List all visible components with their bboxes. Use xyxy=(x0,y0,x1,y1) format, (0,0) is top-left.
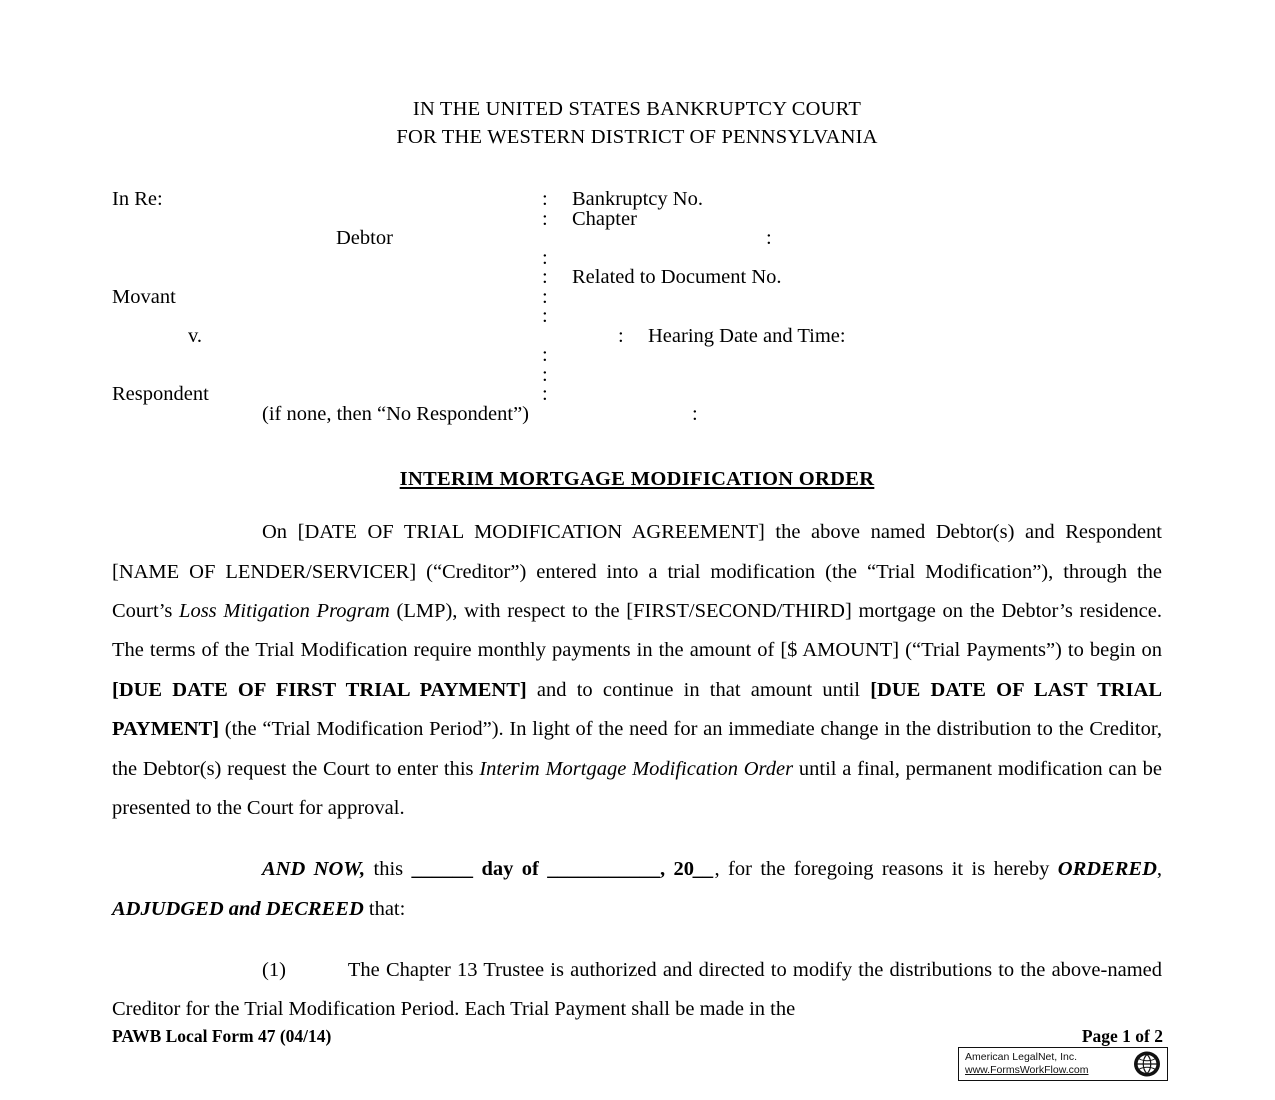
caption-colon: : xyxy=(542,383,548,406)
caption-row xyxy=(112,228,1162,248)
stamp-url[interactable]: www.FormsWorkFlow.com xyxy=(965,1064,1089,1076)
caption-right: Chapter xyxy=(572,207,637,230)
p1-segment-5: and to continue in that amount until xyxy=(526,678,871,701)
p1-last-payment-placeholder: [DUE DATE OF LAST TRIAL PAYMENT] xyxy=(112,678,1163,741)
p2-year-blank: __ xyxy=(694,858,715,881)
caption-colon: : xyxy=(618,324,624,347)
caption-right: Related to Document No. xyxy=(572,266,782,289)
stamp-company: American LegalNet, Inc. xyxy=(965,1050,1078,1063)
p2-segment-9: that: xyxy=(363,897,406,920)
caption-colon: : xyxy=(766,227,772,250)
p2-adjudged-decreed: ADJUDGED and DECREED xyxy=(112,897,364,920)
p1-first-payment-placeholder: [DUE DATE OF FIRST TRIAL PAYMENT] xyxy=(112,678,527,701)
caption-left: Debtor xyxy=(336,227,393,250)
item-1-text: The Chapter 13 Trustee is authorized and directed to modify the distributions to the above-named Creditor for the Trial Modification Period. Each Trial Payment shall be made in the xyxy=(112,958,1162,1021)
caption-left: Movant xyxy=(112,285,176,308)
p1-segment-3: (LMP), with respect to the [FIRST/SECOND/THIRD] mortgage on the Debtor’s residence. The terms of the Trial Modification require monthly payments in the amount of [$ AMOUNT] (“Trial Payments”) to begin on xyxy=(112,600,1162,662)
p2-segment-2: this xyxy=(365,858,412,881)
page-footer xyxy=(112,1026,1163,1047)
caption-colon: : xyxy=(542,188,548,211)
caption-colon: : xyxy=(542,363,548,386)
p1-segment-1: On [DATE OF TRIAL MODIFICATION AGREEMENT] the above named Debtor(s) and Respondent [NAME OF LENDER/SERVICER] (“Creditor”) entered into a trial modification (the “Trial Modification”), through the Court’s xyxy=(112,521,1162,623)
caption-row xyxy=(112,326,1162,346)
caption-row xyxy=(112,287,1162,307)
item-1-number: (1) xyxy=(262,958,286,981)
caption-colon: : xyxy=(542,285,548,308)
caption-colon: : xyxy=(542,246,548,269)
paragraph-recitals xyxy=(112,513,1162,828)
caption-right: Bankruptcy No. xyxy=(572,188,703,211)
document-content xyxy=(112,0,1162,1050)
p1-program-name: Loss Mitigation Program xyxy=(179,600,390,623)
caption-colon: : xyxy=(542,305,548,328)
court-heading-line-2: FOR THE WESTERN DISTRICT OF PENNSYLVANIA xyxy=(396,125,878,148)
p2-and-now: AND NOW, xyxy=(262,858,366,881)
p2-date-blanks: ______ day of ___________, 20 xyxy=(411,858,694,881)
caption-row xyxy=(112,248,1162,268)
caption-left: Respondent xyxy=(112,383,209,406)
form-identifier: PAWB Local Form 47 (04/14) xyxy=(112,1026,332,1046)
caption-colon: : xyxy=(542,266,548,289)
paragraph-and-now xyxy=(112,850,1162,929)
caption-row xyxy=(112,306,1162,326)
caption-colon: : xyxy=(542,344,548,367)
court-heading xyxy=(112,96,1162,151)
stamp-text xyxy=(959,1051,1127,1077)
p2-segment-7: , xyxy=(1156,858,1162,881)
court-heading-line-1: IN THE UNITED STATES BANKRUPTCY COURT xyxy=(412,98,862,120)
caption-colon: : xyxy=(692,402,698,425)
p1-order-name: Interim Mortgage Modification Order xyxy=(479,757,794,780)
caption-right: Hearing Date and Time: xyxy=(648,324,846,347)
p2-ordered: ORDERED xyxy=(1057,858,1157,881)
globe-icon xyxy=(1127,1048,1167,1080)
caption-row xyxy=(112,189,1162,209)
paragraph-item-1 xyxy=(112,951,1162,1030)
caption-colon: : xyxy=(542,207,548,230)
caption-row xyxy=(112,267,1162,287)
caption-row xyxy=(112,384,1162,404)
document-title: INTERIM MORTGAGE MODIFICATION ORDER xyxy=(399,468,875,491)
caption-row xyxy=(112,209,1162,229)
p1-segment-9: until a final, permanent modification can be presented to the Court for approval. xyxy=(112,757,1163,819)
page-number: Page 1 of 2 xyxy=(1081,1026,1163,1046)
caption-row xyxy=(112,345,1162,365)
case-caption xyxy=(112,189,1162,423)
p1-segment-7: (the “Trial Modification Period”). In light of the need for an immediate change in the distribution to the Creditor, the Debtor(s) request the Court to enter this xyxy=(112,718,1162,780)
american-legalnet-stamp xyxy=(958,1047,1168,1081)
caption-left: (if none, then “No Respondent”) xyxy=(262,402,529,425)
caption-row xyxy=(112,404,1162,424)
caption-left: v. xyxy=(188,324,203,347)
p2-segment-5: , for the foregoing reasons it is hereby xyxy=(714,858,1058,881)
caption-row xyxy=(112,365,1162,385)
caption-left: In Re: xyxy=(112,188,163,211)
